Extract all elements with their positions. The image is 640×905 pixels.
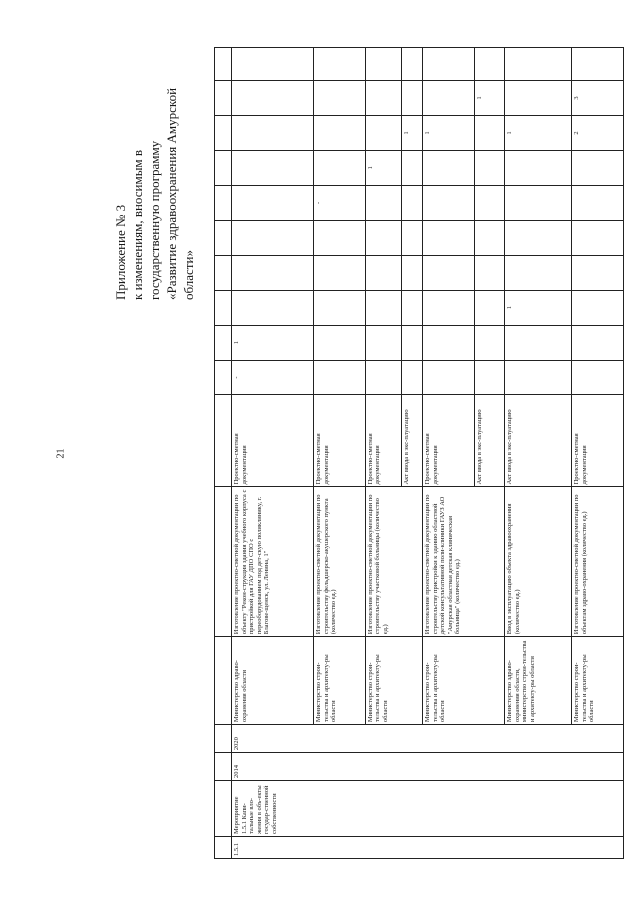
- measure-name: Мероприятие 1.5.1 Капи-тальные вло-жения в объ-екты государ-ственной собственности: [232, 781, 624, 837]
- value-cell: [365, 48, 401, 81]
- executor: Министерство строи-тельства и архитекту-ры области: [314, 637, 366, 725]
- value-cell: [423, 185, 475, 220]
- appendix-line: к изменениям, вносимым в: [130, 149, 145, 300]
- value-cell: [572, 255, 624, 290]
- appendix-line: «Развитие здравоохранения Амурской: [164, 87, 179, 300]
- value-cell: [572, 220, 624, 255]
- value-cell: [232, 220, 314, 255]
- value-cell: [314, 116, 366, 151]
- value-cell: [314, 290, 366, 325]
- result: Проектно-сметная документация: [314, 395, 366, 487]
- value-cell: [475, 290, 505, 325]
- value-cell: [475, 116, 505, 151]
- value-cell: [365, 220, 401, 255]
- value-cell: [572, 48, 624, 81]
- value-cell: -: [314, 185, 366, 220]
- value-cell: [423, 220, 475, 255]
- value-cell: [365, 290, 401, 325]
- value-cell: [402, 48, 423, 81]
- value-cell: [232, 255, 314, 290]
- value-cell: [505, 360, 572, 395]
- result: Проектно-сметная документация: [365, 395, 401, 487]
- value-cell: [365, 185, 401, 220]
- value-cell: [365, 360, 401, 395]
- value-cell: 1: [423, 116, 475, 151]
- result: Акт ввода в экс-плуатацию: [475, 395, 505, 487]
- executor: Министерство здраво-охранения области: [232, 637, 314, 725]
- value-cell: [402, 81, 423, 116]
- value-cell: [314, 150, 366, 185]
- value-cell: [423, 325, 475, 360]
- value-cell: [365, 325, 401, 360]
- value-cell: [314, 255, 366, 290]
- indicator: Изготовление проектно-сметной документации по строительству участковой больницы (количество ед.): [365, 487, 423, 637]
- value-cell: [475, 220, 505, 255]
- value-cell: [232, 150, 314, 185]
- result: Проектно-сметная документация: [423, 395, 475, 487]
- indicator: Ввод в эксплуатацию объекта здравоохранения (количество ед.): [505, 487, 572, 637]
- table-top-row: [215, 48, 232, 859]
- value-cell: [505, 185, 572, 220]
- value-cell: [365, 255, 401, 290]
- value-cell: [475, 185, 505, 220]
- value-cell: [402, 360, 423, 395]
- value-cell: [232, 48, 314, 81]
- year-end: 2020: [232, 725, 624, 753]
- value-cell: [572, 185, 624, 220]
- value-cell: [232, 81, 314, 116]
- value-cell: [365, 116, 401, 151]
- indicator: Изготовление проектно-сметной документации по строительству фельдшерско-акушерского пункта (количество ед.): [314, 487, 366, 637]
- appendix-line: области»: [181, 250, 196, 300]
- value-cell: [402, 185, 423, 220]
- value-cell: 1: [232, 325, 314, 360]
- result: Проектно-сметная документация: [572, 395, 624, 487]
- value-cell: 1: [505, 116, 572, 151]
- value-cell: [505, 150, 572, 185]
- value-cell: [475, 325, 505, 360]
- value-cell: [402, 255, 423, 290]
- value-cell: [314, 360, 366, 395]
- executor: Министерство здраво-охранения области, министерство строи-тельства и архитекту-ры области: [505, 637, 572, 725]
- appendix-title: Приложение № 3: [113, 204, 128, 300]
- value-cell: [423, 150, 475, 185]
- value-cell: [505, 325, 572, 360]
- value-cell: [402, 150, 423, 185]
- value-cell: [475, 360, 505, 395]
- value-cell: 2: [572, 116, 624, 151]
- value-cell: [232, 290, 314, 325]
- indicator: Изготовление проектно-сметной документации по строительству пристройки к зданию областной детской консультативной поли-клиники ГАУЗ АО "Амурская областная детская клиническая больница" (количество ед.): [423, 487, 505, 637]
- year-start: 2014: [232, 753, 624, 781]
- value-cell: [402, 220, 423, 255]
- value-cell: [475, 255, 505, 290]
- measures-table: [214, 47, 624, 859]
- result: Акт ввода в экс-плуатацию: [402, 395, 423, 487]
- value-cell: [314, 81, 366, 116]
- value-cell: [423, 81, 475, 116]
- measures-table-grid: [214, 47, 624, 859]
- indicator: Изготовление проектно-сметной документации по объектам здраво-охранения (количество ед.): [572, 487, 624, 637]
- value-cell: -: [232, 360, 314, 395]
- value-cell: [572, 360, 624, 395]
- value-cell: [423, 360, 475, 395]
- value-cell: [423, 255, 475, 290]
- value-cell: 1: [402, 116, 423, 151]
- indicator: Изготовление проектно-сметной документации по объекту "Рекон-струкция здания учебного корпуса с пристройкой для ГАУ ДПО СПО с переоборудованием под дет-скую поликлинику, г. Благове-щенск, ул. Ленина, 1": [232, 487, 314, 637]
- value-cell: [505, 255, 572, 290]
- executor: Министерство строи-тельства и архитекту-ры области: [572, 637, 624, 725]
- value-cell: [314, 325, 366, 360]
- value-cell: [423, 48, 475, 81]
- value-cell: [572, 325, 624, 360]
- value-cell: [423, 290, 475, 325]
- value-cell: [314, 220, 366, 255]
- measure-number: 1.5.1: [232, 837, 624, 859]
- page-number: 21: [55, 448, 67, 459]
- executor: Министерство строи-тельства и архитекту-ры области: [365, 637, 423, 725]
- value-cell: 1: [475, 81, 505, 116]
- result: Акт ввода в экс-плуатацию: [505, 395, 572, 487]
- result: Проектно-сметная документация: [232, 395, 314, 487]
- value-cell: [402, 325, 423, 360]
- value-cell: [365, 81, 401, 116]
- appendix-line: государственную программу: [147, 140, 162, 300]
- value-cell: 1: [505, 290, 572, 325]
- value-cell: [314, 48, 366, 81]
- table-row: [232, 48, 314, 859]
- value-cell: [505, 220, 572, 255]
- value-cell: [475, 48, 505, 81]
- value-cell: [572, 290, 624, 325]
- value-cell: [232, 116, 314, 151]
- value-cell: [402, 290, 423, 325]
- value-cell: 3: [572, 81, 624, 116]
- value-cell: 1: [365, 150, 401, 185]
- value-cell: [572, 150, 624, 185]
- value-cell: [505, 81, 572, 116]
- executor: Министерство строи-тельства и архитекту-ры области: [423, 637, 505, 725]
- value-cell: [232, 185, 314, 220]
- value-cell: [475, 150, 505, 185]
- value-cell: [505, 48, 572, 81]
